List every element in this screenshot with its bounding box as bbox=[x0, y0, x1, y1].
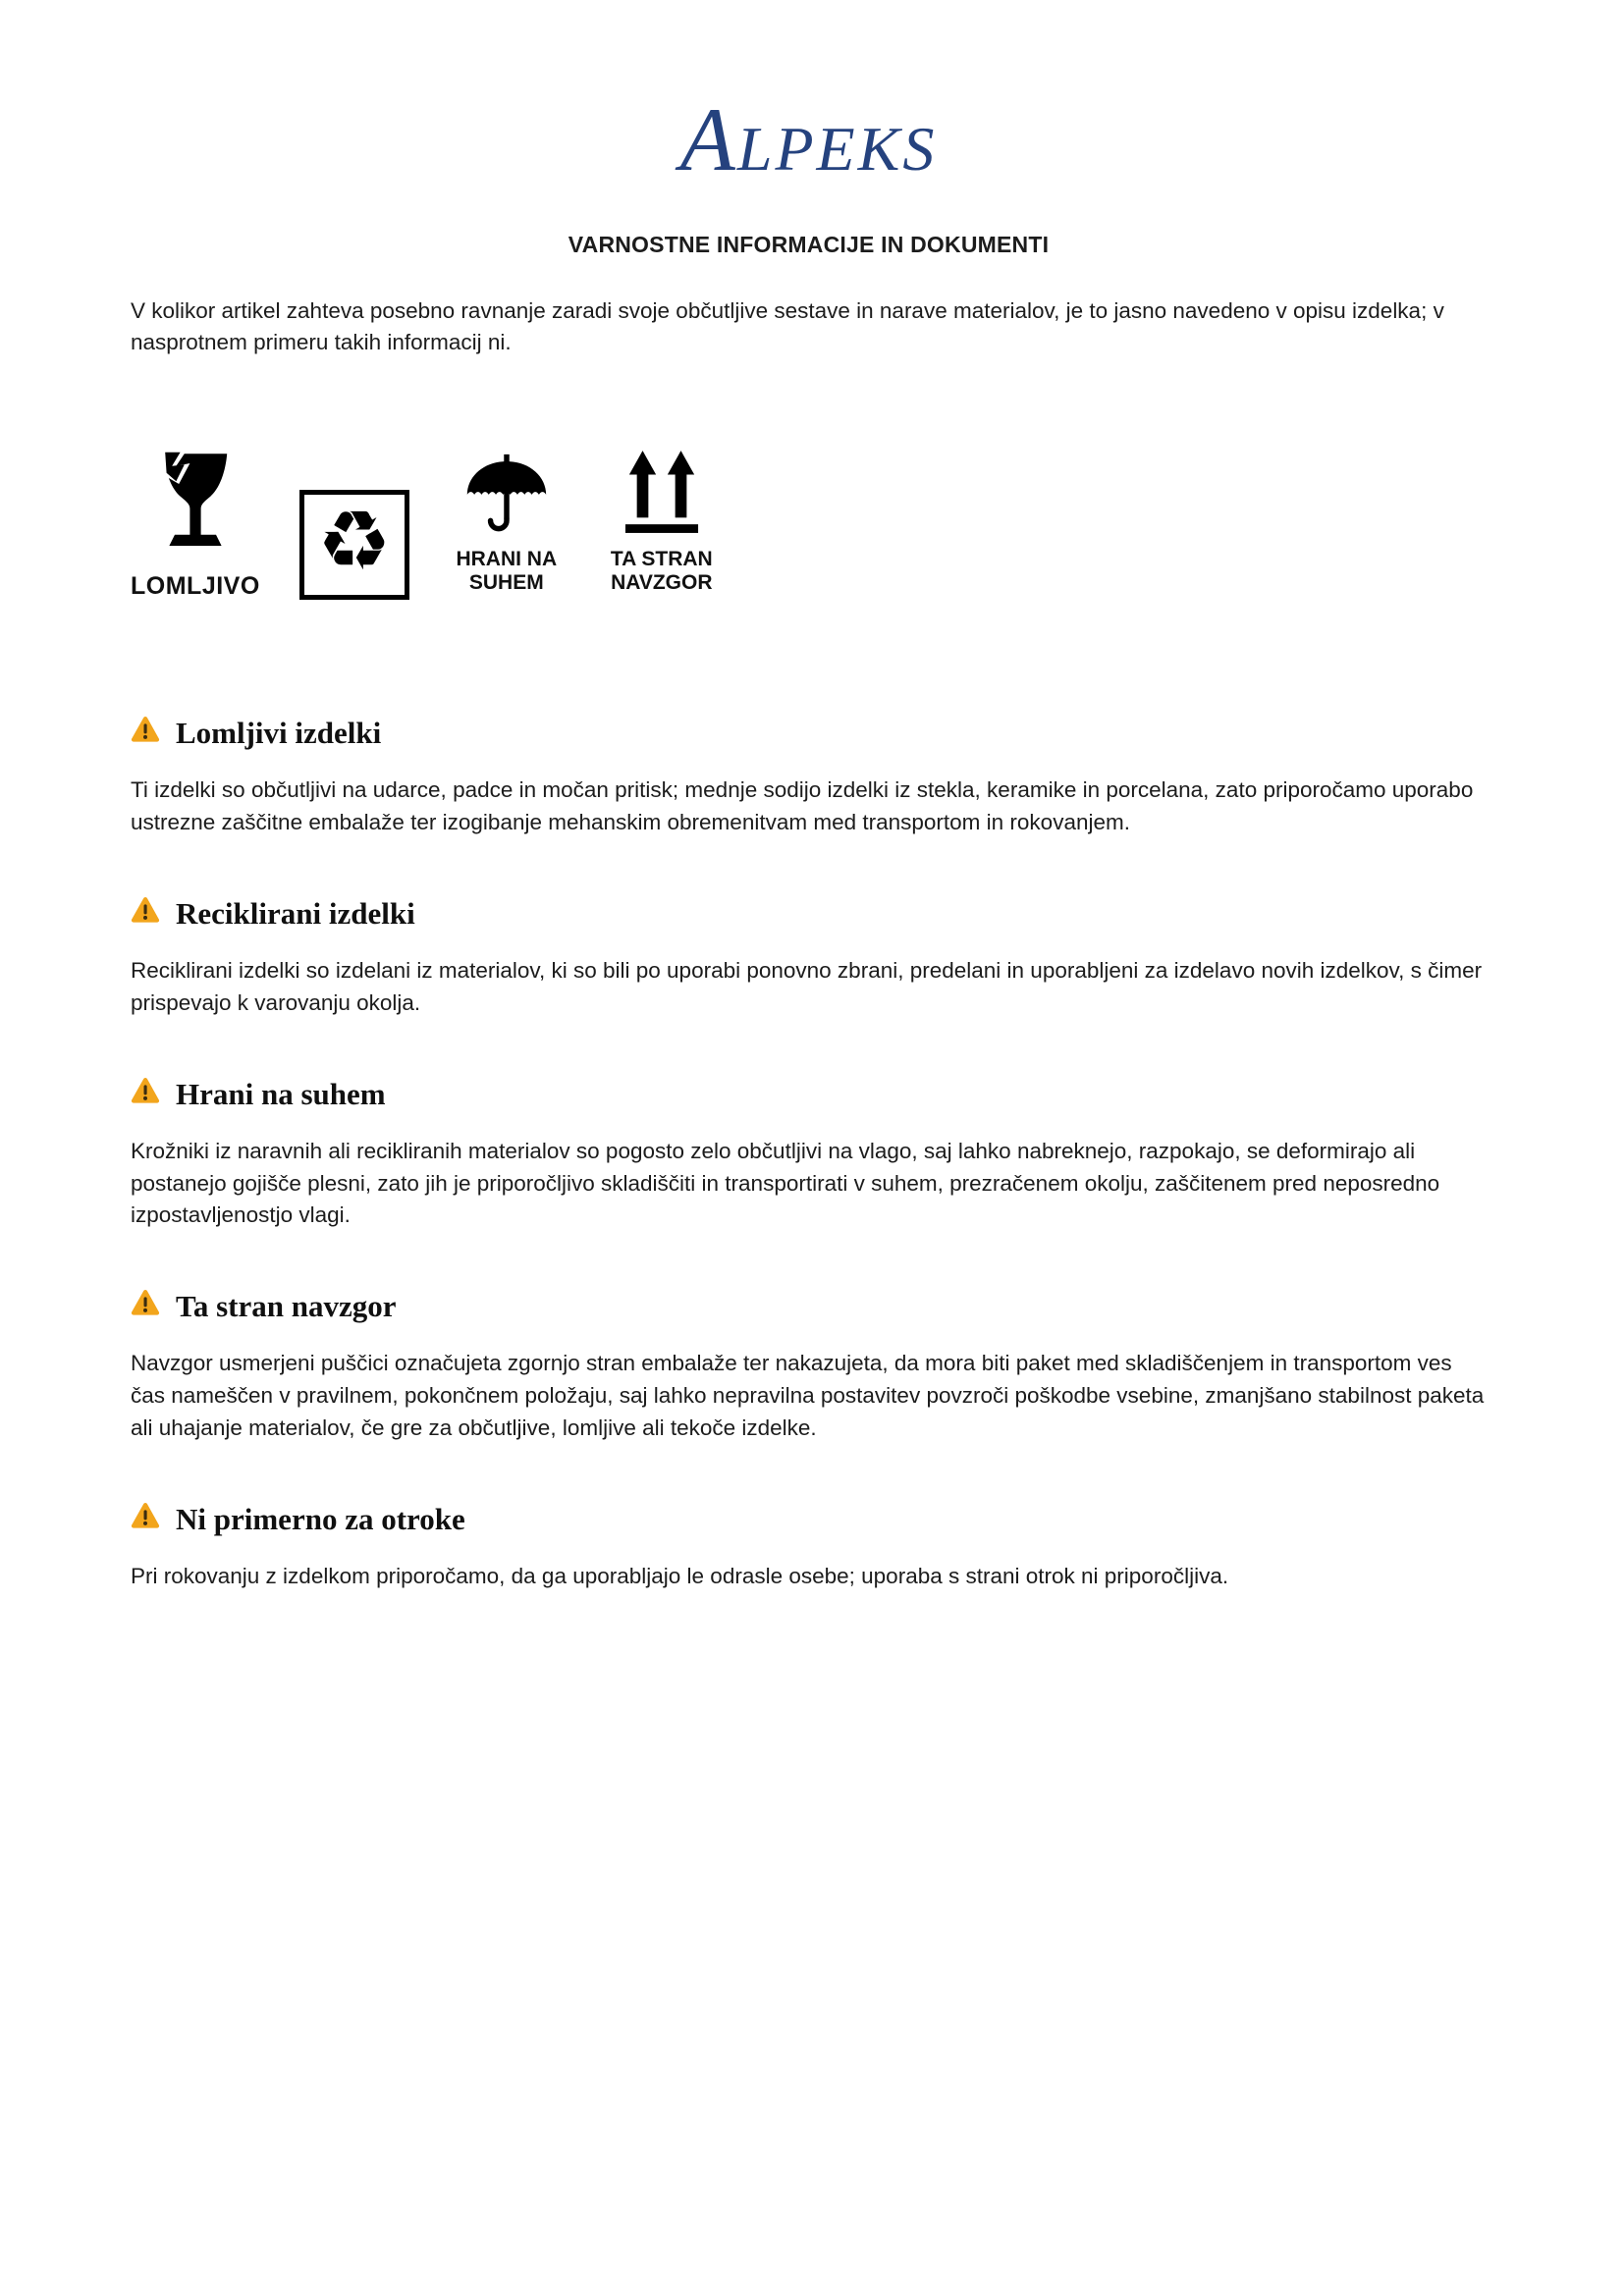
section-paragraph: Navzgor usmerjeni puščici označujeta zgornjo stran embalaže ter nakazujeta, da mora biti paket med skladiščenjem in transportom ves čas nameščen v pravilnem, pokončnem položaju, saj lahko nepravilna postavitev povzroči poškodbe vsebine, zmanjšano stabilnost paketa ali uhajanje materialov, če gre za občutljive, lomljive ali tekoče izdelke. bbox=[131, 1351, 1485, 1440]
recycle-glyph: ♻ bbox=[317, 495, 392, 588]
section-ta-stran-navzgor bbox=[131, 1289, 1487, 1445]
logo-first-letter: A bbox=[679, 89, 737, 189]
symbol-fragile bbox=[131, 450, 260, 600]
warning-icon bbox=[131, 1077, 160, 1112]
keep-dry-label: HRANI NA SUHEM bbox=[456, 548, 558, 594]
section-title: Lomljivi izdelki bbox=[176, 716, 382, 751]
page-title: VARNOSTNE INFORMACIJE IN DOKUMENTI bbox=[568, 232, 1050, 257]
logo-rest: LPEKS bbox=[736, 114, 938, 184]
section-heading bbox=[131, 896, 1487, 932]
symbol-keep-dry bbox=[449, 453, 565, 600]
section-reciklirani-izdelki bbox=[131, 896, 1487, 1020]
umbrella-icon bbox=[461, 453, 552, 540]
warning-icon bbox=[131, 1502, 160, 1537]
section-paragraph: Krožniki iz naravnih ali recikliranih materialov so pogosto zelo občutljivi na vlago, saj lahko nabreknejo, razpokajo, se deformirajo ali postanejo gojišče plesni, zato jih je priporočljivo skladiščiti in transportirati v suhem, prezračenem okolju, zaščitenem pred neposredno izpostavljenostjo vlagi. bbox=[131, 1138, 1440, 1228]
section-paragraph: Ti izdelki so občutljivi na udarce, padce in močan pritisk; mednje sodijo izdelki iz stekla, keramike in porcelana, zato priporočamo uporabo ustrezne zaščitne embalaže ter izogibanje mehanskim obremenitvam med transportom in rokovanjem. bbox=[131, 777, 1474, 835]
section-heading bbox=[131, 1502, 1487, 1537]
section-hrani-na-suhem bbox=[131, 1077, 1487, 1233]
section-title: Reciklirani izdelki bbox=[176, 896, 415, 932]
section-title: Hrani na suhem bbox=[176, 1076, 386, 1111]
section-title: Ni primerno za otroke bbox=[176, 1501, 465, 1536]
section-heading bbox=[131, 1077, 1487, 1112]
section-heading bbox=[131, 716, 1487, 751]
fragile-label: LOMLJIVO bbox=[131, 572, 260, 601]
section-paragraph: Pri rokovanju z izdelkom priporočamo, da ga uporabljajo le odrasle osebe; uporaba s strani otrok ni priporočljiva. bbox=[131, 1563, 1229, 1588]
section-lomljivi-izdelki bbox=[131, 716, 1487, 839]
packaging-symbols-row bbox=[131, 449, 1487, 600]
symbol-recyclable bbox=[299, 490, 409, 600]
warning-icon bbox=[131, 1289, 160, 1324]
warning-icon bbox=[131, 896, 160, 932]
arrows-up-icon bbox=[623, 449, 700, 540]
section-paragraph: Reciklirani izdelki so izdelani iz materialov, ki so bili po uporabi ponovno zbrani, predelani in uporabljeni za izdelavo novih izdelkov, s čimer prispevajo k varovanju okolja. bbox=[131, 958, 1483, 1015]
recycle-icon bbox=[299, 490, 409, 600]
symbol-this-side-up bbox=[604, 449, 720, 600]
this-side-up-label: TA STRAN NAVZGOR bbox=[610, 548, 713, 594]
intro-paragraph: V kolikor artikel zahteva posebno ravnanje zaradi svoje občutljive sestave in narave materialov, je to jasno navedeno v opisu izdelka; v nasprotnem primeru takih informacij ni. bbox=[131, 298, 1444, 355]
fragile-glass-icon bbox=[146, 450, 244, 564]
section-heading bbox=[131, 1289, 1487, 1324]
section-ni-primerno-za-otroke bbox=[131, 1502, 1487, 1593]
warning-icon bbox=[131, 716, 160, 751]
alpeks-logo bbox=[131, 89, 1487, 189]
section-title: Ta stran navzgor bbox=[176, 1289, 397, 1324]
